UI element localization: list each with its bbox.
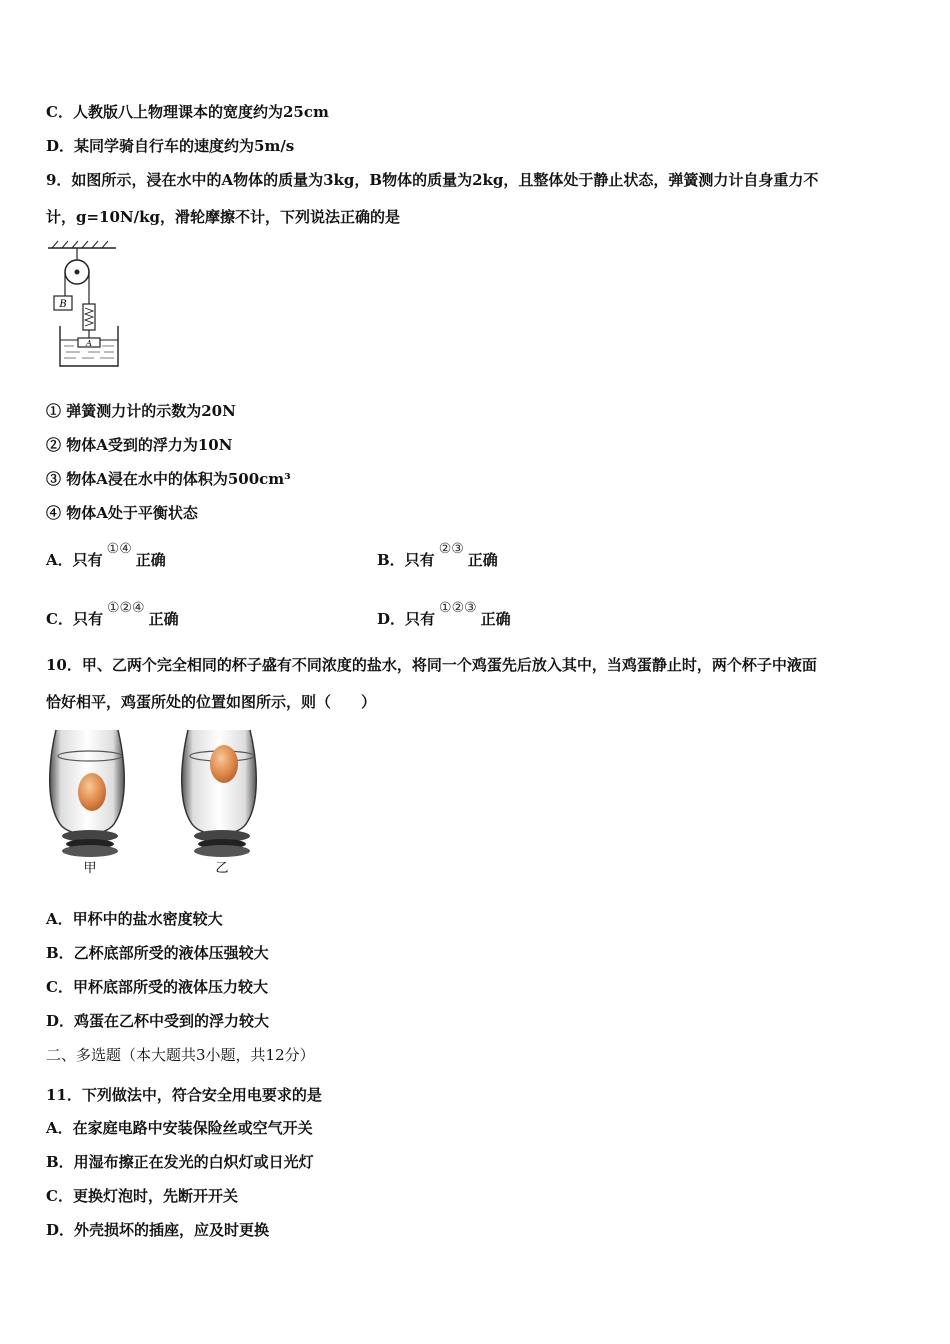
q8-option-d: D．某同学骑自行车的速度约为5m/s	[46, 137, 295, 155]
q10-stem-line2: 恰好相平，鸡蛋所处的位置如图所示，则（ ）	[46, 693, 377, 711]
cup-right	[182, 730, 257, 876]
q9-option-a-suffix: 正确	[135, 551, 166, 569]
label-a: A	[86, 339, 92, 348]
q9-option-c-prefix: C．只有	[46, 610, 103, 628]
q9-stem-line2: 计，g=10N/kg，滑轮摩擦不计，下列说法正确的是	[46, 208, 401, 226]
q10-option-b: B．乙杯底部所受的液体压强较大	[46, 944, 269, 962]
q11-option-a: A．在家庭电路中安装保险丝或空气开关	[46, 1119, 313, 1137]
q11-option-c: C．更换灯泡时，先断开开关	[46, 1187, 238, 1205]
q9-statement-2: ② 物体A受到的浮力为10N	[46, 436, 233, 454]
q9-option-b-prefix: B．只有	[377, 551, 435, 569]
q9-stem-line1: 9．如图所示，浸在水中的A物体的质量为3kg，B物体的质量为2kg，且整体处于静止状态，弹簧测力计自身重力不	[46, 171, 819, 189]
egg-cups-figure	[44, 724, 284, 884]
q9-option-b-suffix: 正确	[467, 551, 498, 569]
q9-option-d-circles: ①②③	[439, 600, 477, 616]
q11-stem: 11．下列做法中，符合安全用电要求的是	[46, 1086, 322, 1104]
q10-option-c: C．甲杯底部所受的液体压力较大	[46, 978, 268, 996]
q10-option-d: D．鸡蛋在乙杯中受到的浮力较大	[46, 1012, 270, 1030]
caption-right: 乙	[215, 861, 229, 876]
q9-statement-4: ④ 物体A处于平衡状态	[46, 504, 198, 522]
q9-option-d	[377, 600, 511, 630]
q10-stem-line1: 10．甲、乙两个完全相同的杯子盛有不同浓度的盐水，将同一个鸡蛋先后放入其中，当鸡蛋静止时，两个杯子中液面	[46, 656, 817, 674]
q11-option-d: D．外壳损坏的插座，应及时更换	[46, 1221, 270, 1239]
q9-option-d-prefix: D．只有	[377, 610, 436, 628]
q9-option-c-suffix: 正确	[148, 610, 179, 628]
label-b: B	[59, 299, 67, 310]
q11-option-b: B．用湿布擦正在发光的白炽灯或日光灯	[46, 1153, 314, 1171]
q9-option-b-circles: ②③	[438, 541, 464, 557]
caption-left: 甲	[83, 861, 97, 876]
q10-option-a: A．甲杯中的盐水密度较大	[46, 910, 223, 928]
section2-title: 二、多选题（本大题共3小题，共12分）	[46, 1046, 315, 1064]
q9-option-a-prefix: A．只有	[46, 551, 103, 569]
q9-statement-3: ③ 物体A浸在水中的体积为500cm³	[46, 470, 291, 488]
q9-option-d-suffix: 正确	[480, 610, 511, 628]
cup-left	[50, 730, 125, 876]
q9-statement-1: ① 弹簧测力计的示数为20N	[46, 402, 236, 420]
pulley-figure	[44, 240, 124, 372]
q9-option-c-circles: ①②④	[106, 600, 145, 616]
q9-option-a	[46, 541, 166, 571]
q9-option-c	[46, 600, 179, 630]
q8-option-c: C．人教版八上物理课本的宽度约为25cm	[46, 103, 329, 121]
q9-option-b	[377, 541, 498, 571]
q9-option-a-circles: ①④	[106, 541, 132, 557]
